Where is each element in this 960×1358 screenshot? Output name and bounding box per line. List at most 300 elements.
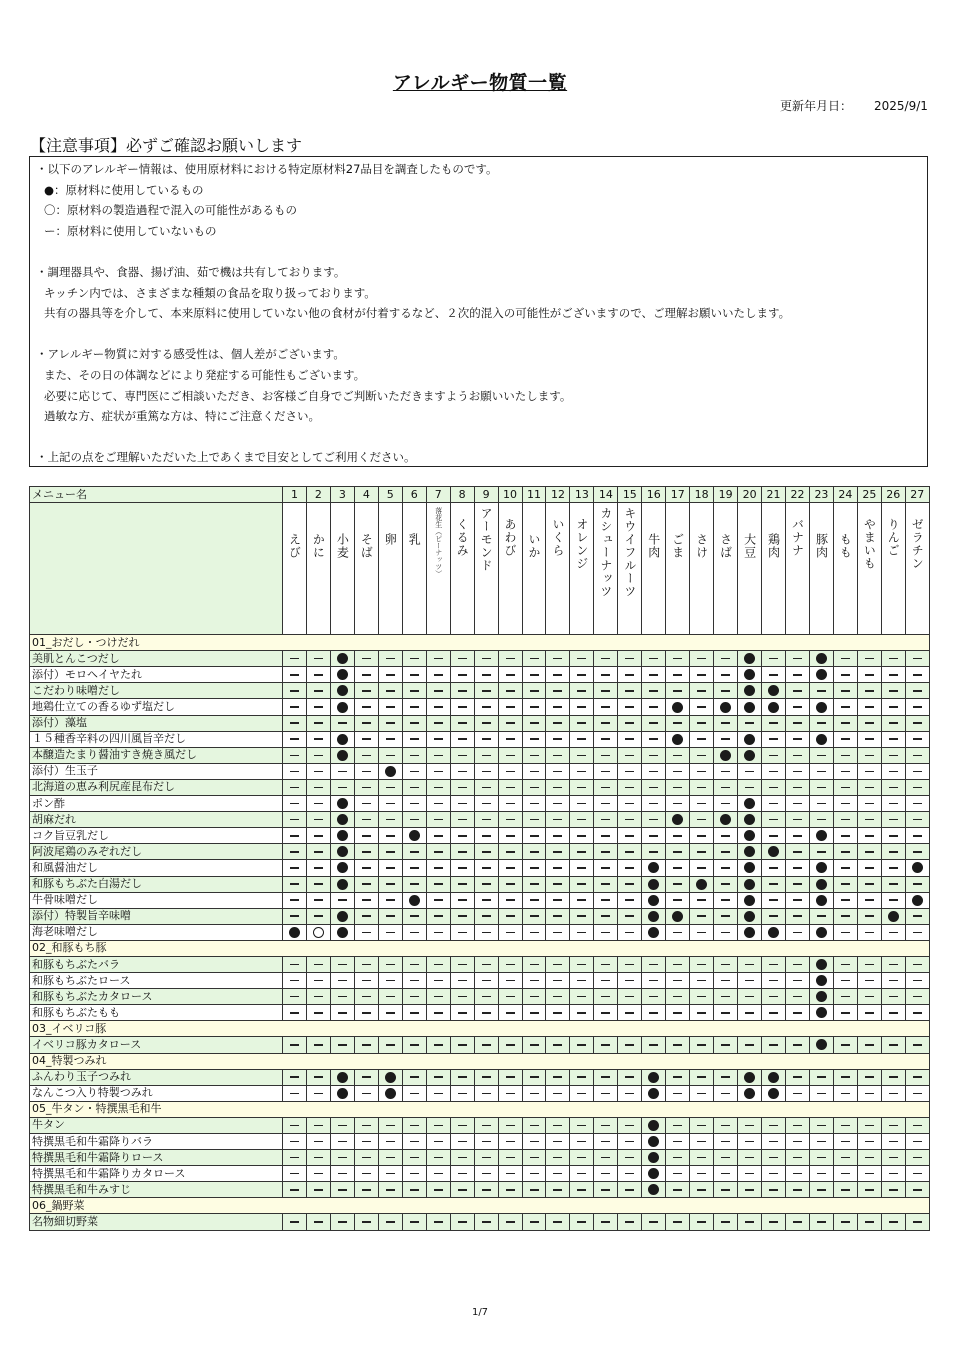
allergen-mark-cell <box>594 699 618 715</box>
allergen-mark-cell <box>642 876 666 892</box>
allergen-mark-cell <box>881 1117 905 1133</box>
allergen-mark-cell <box>522 973 546 989</box>
none-mark <box>458 851 467 853</box>
none-mark <box>290 915 299 917</box>
allergen-mark-cell <box>786 844 810 860</box>
allergen-mark-cell <box>378 667 402 683</box>
menu-name: 阿波尾鶏のみぞれだし <box>30 844 283 860</box>
allergen-mark-cell <box>402 1037 426 1053</box>
allergen-mark-cell <box>762 683 786 699</box>
none-mark <box>458 1189 467 1191</box>
allergen-mark-cell <box>857 699 881 715</box>
allergen-mark-cell <box>570 1134 594 1150</box>
allergen-mark-cell <box>402 812 426 828</box>
none-mark <box>482 899 491 901</box>
allergen-name: えび <box>287 533 302 560</box>
allergen-mark-cell <box>378 699 402 715</box>
none-mark <box>577 1125 586 1127</box>
allergen-mark-cell <box>666 876 690 892</box>
allergen-mark-cell <box>330 1037 354 1053</box>
none-mark <box>817 1173 826 1175</box>
allergen-mark-cell <box>330 699 354 715</box>
allergen-mark-cell <box>402 973 426 989</box>
allergen-mark-cell <box>714 651 738 667</box>
allergen-mark-cell <box>402 796 426 812</box>
allergen-mark-cell <box>283 1134 307 1150</box>
allergen-mark-cell <box>809 715 833 731</box>
page-title: アレルギー物質一覧 <box>392 72 568 94</box>
allergen-mark-cell <box>594 1069 618 1085</box>
allergen-mark-cell <box>306 812 330 828</box>
none-mark <box>601 1173 610 1175</box>
none-mark <box>841 996 850 998</box>
none-mark <box>697 1012 706 1014</box>
none-mark <box>410 787 419 789</box>
allergen-mark-cell <box>786 908 810 924</box>
none-mark <box>410 674 419 676</box>
none-mark <box>793 1125 802 1127</box>
none-mark <box>530 819 539 821</box>
allergen-mark-cell <box>738 1005 762 1021</box>
allergen-mark-cell <box>881 747 905 763</box>
none-mark <box>314 722 323 724</box>
header-row-numbers <box>30 487 930 503</box>
allergen-mark-cell <box>354 796 378 812</box>
allergen-name: そば <box>359 533 374 560</box>
none-mark <box>649 771 658 773</box>
none-mark <box>793 899 802 901</box>
none-mark <box>410 1125 419 1127</box>
allergen-mark-cell <box>283 860 307 876</box>
none-mark <box>530 899 539 901</box>
none-mark <box>889 867 898 869</box>
none-mark <box>769 996 778 998</box>
allergen-name-cell <box>522 503 546 635</box>
menu-row <box>30 651 930 667</box>
allergen-mark-cell <box>522 699 546 715</box>
allergen-mark-cell <box>857 1005 881 1021</box>
none-mark <box>553 932 562 934</box>
none-mark <box>721 851 730 853</box>
allergen-mark-cell <box>594 828 618 844</box>
allergen-mark-cell <box>762 1182 786 1198</box>
allergen-number: 3 <box>330 487 354 503</box>
none-mark <box>386 738 395 740</box>
none-mark <box>338 980 347 982</box>
allergen-mark-cell <box>546 1085 570 1101</box>
allergen-mark-cell <box>809 796 833 812</box>
none-mark <box>577 1093 586 1095</box>
none-mark <box>913 738 922 740</box>
allergen-mark-cell <box>378 779 402 795</box>
none-mark <box>721 674 730 676</box>
allergen-mark-cell <box>905 1005 929 1021</box>
allergen-mark-cell <box>330 1085 354 1101</box>
allergen-mark-cell <box>857 796 881 812</box>
allergen-mark-cell <box>546 699 570 715</box>
allergen-name-cell <box>881 503 905 635</box>
menu-name: こだわり味噌だし <box>30 683 283 699</box>
none-mark <box>889 1076 898 1078</box>
allergen-mark-cell <box>378 973 402 989</box>
none-mark <box>338 1173 347 1175</box>
none-mark <box>841 1125 850 1127</box>
none-mark <box>601 1012 610 1014</box>
none-mark <box>721 1076 730 1078</box>
allergen-mark-cell <box>283 989 307 1005</box>
none-mark <box>362 706 371 708</box>
none-mark <box>386 658 395 660</box>
none-mark <box>601 915 610 917</box>
none-mark <box>434 1076 443 1078</box>
category-name: 02_和豚もち豚 <box>30 940 930 956</box>
allergen-mark-cell <box>905 651 929 667</box>
allergen-mark-cell <box>786 747 810 763</box>
allergen-mark-cell <box>594 651 618 667</box>
none-mark <box>290 1173 299 1175</box>
allergen-mark-cell <box>881 828 905 844</box>
allergen-mark-cell <box>881 860 905 876</box>
none-mark <box>625 980 634 982</box>
allergen-mark-cell <box>642 956 666 972</box>
allergen-mark-cell <box>881 1150 905 1166</box>
allergen-mark-cell <box>450 924 474 940</box>
allergen-mark-cell <box>905 699 929 715</box>
allergen-mark-cell <box>905 973 929 989</box>
allergen-mark-cell <box>809 1117 833 1133</box>
allergen-mark-cell <box>618 715 642 731</box>
allergen-mark-cell <box>786 1166 810 1182</box>
allergen-mark-cell <box>330 860 354 876</box>
allergen-mark-cell <box>618 699 642 715</box>
none-mark <box>577 867 586 869</box>
none-mark <box>697 851 706 853</box>
allergen-mark-cell <box>833 1150 857 1166</box>
none-mark <box>793 867 802 869</box>
none-mark <box>362 1189 371 1191</box>
allergen-mark-cell <box>330 828 354 844</box>
contains-mark <box>768 1072 779 1083</box>
allergen-mark-cell <box>833 747 857 763</box>
allergen-mark-cell <box>450 667 474 683</box>
allergen-mark-cell <box>905 796 929 812</box>
allergen-mark-cell <box>714 667 738 683</box>
allergen-mark-cell <box>809 651 833 667</box>
menu-name: 和風醤油だし <box>30 860 283 876</box>
allergen-mark-cell <box>594 747 618 763</box>
none-mark <box>793 1076 802 1078</box>
allergen-mark-cell <box>306 715 330 731</box>
allergen-name: もも <box>838 533 853 560</box>
none-mark <box>769 1157 778 1159</box>
allergen-mark-cell <box>786 779 810 795</box>
none-mark <box>482 996 491 998</box>
allergen-mark-cell <box>330 812 354 828</box>
none-mark <box>601 932 610 934</box>
menu-name: 特撰黒毛和牛みすじ <box>30 1182 283 1198</box>
contains-mark <box>337 862 348 873</box>
allergen-mark-cell <box>330 1150 354 1166</box>
none-mark <box>482 674 491 676</box>
allergen-mark-cell <box>426 715 450 731</box>
allergen-mark-cell <box>690 956 714 972</box>
none-mark <box>482 1189 491 1191</box>
allergen-name-cell <box>498 503 522 635</box>
none-mark <box>482 771 491 773</box>
allergen-number: 14 <box>594 487 618 503</box>
none-mark <box>625 819 634 821</box>
none-mark <box>697 1076 706 1078</box>
none-mark <box>290 755 299 757</box>
none-mark <box>530 1221 539 1223</box>
none-mark <box>314 915 323 917</box>
allergen-mark-cell <box>378 1069 402 1085</box>
contains-mark <box>648 1168 659 1179</box>
allergen-mark-cell <box>546 763 570 779</box>
none-mark <box>913 964 922 966</box>
allergen-mark-cell <box>474 1117 498 1133</box>
none-mark <box>530 706 539 708</box>
allergen-mark-cell <box>642 908 666 924</box>
allergen-mark-cell <box>809 844 833 860</box>
allergen-mark-cell <box>546 796 570 812</box>
allergen-mark-cell <box>450 844 474 860</box>
menu-row <box>30 828 930 844</box>
allergen-mark-cell <box>474 1134 498 1150</box>
none-mark <box>290 835 299 837</box>
allergen-mark-cell <box>666 1085 690 1101</box>
updated-value: 2025/9/1 <box>874 99 928 113</box>
contains-mark <box>744 798 755 809</box>
allergen-mark-cell <box>809 1166 833 1182</box>
none-mark <box>458 819 467 821</box>
none-mark <box>338 899 347 901</box>
allergen-name: やまいも <box>862 518 877 571</box>
allergen-mark-cell <box>905 924 929 940</box>
allergen-mark-cell <box>498 683 522 699</box>
allergen-mark-cell <box>714 747 738 763</box>
allergen-mark-cell <box>402 699 426 715</box>
none-mark <box>817 1076 826 1078</box>
none-mark <box>673 851 682 853</box>
allergen-mark-cell <box>330 1134 354 1150</box>
allergen-mark-cell <box>786 1005 810 1021</box>
allergen-name: いくら <box>550 518 565 558</box>
allergen-mark-cell <box>283 1166 307 1182</box>
allergen-mark-cell <box>618 973 642 989</box>
allergen-mark-cell <box>738 908 762 924</box>
allergen-name: いか <box>527 533 541 560</box>
allergen-mark-cell <box>283 1037 307 1053</box>
allergen-mark-cell <box>522 1069 546 1085</box>
allergen-name-cell <box>354 503 378 635</box>
allergen-mark-cell <box>618 1005 642 1021</box>
contains-mark <box>672 814 683 825</box>
allergen-mark-cell <box>786 812 810 828</box>
allergen-mark-cell <box>354 828 378 844</box>
allergen-mark-cell <box>378 828 402 844</box>
allergen-mark-cell <box>762 892 786 908</box>
allergen-mark-cell <box>546 683 570 699</box>
allergen-mark-cell <box>618 956 642 972</box>
allergen-mark-cell <box>450 908 474 924</box>
none-mark <box>577 1012 586 1014</box>
allergen-name-cell <box>426 503 450 635</box>
allergen-mark-cell <box>306 796 330 812</box>
allergen-mark-cell <box>283 956 307 972</box>
none-mark <box>601 1221 610 1223</box>
allergen-mark-cell <box>881 715 905 731</box>
none-mark <box>865 1173 874 1175</box>
none-mark <box>625 851 634 853</box>
allergen-mark-cell <box>809 876 833 892</box>
allergen-mark-cell <box>330 715 354 731</box>
allergen-mark-cell <box>905 989 929 1005</box>
allergen-mark-cell <box>283 747 307 763</box>
none-mark <box>434 690 443 692</box>
allergen-mark-cell <box>881 924 905 940</box>
allergen-mark-cell <box>618 747 642 763</box>
none-mark <box>386 706 395 708</box>
none-mark <box>865 674 874 676</box>
none-mark <box>817 915 826 917</box>
contains-mark <box>912 862 923 873</box>
allergen-mark-cell <box>618 1166 642 1182</box>
none-mark <box>434 932 443 934</box>
allergen-mark-cell <box>690 715 714 731</box>
menu-row <box>30 1134 930 1150</box>
allergen-mark-cell <box>450 731 474 747</box>
allergen-name: 卵 <box>383 533 398 547</box>
none-mark <box>769 771 778 773</box>
allergen-mark-cell <box>714 715 738 731</box>
allergen-mark-cell <box>546 1214 570 1230</box>
none-mark <box>913 1044 922 1046</box>
none-mark <box>721 690 730 692</box>
none-mark <box>386 1221 395 1223</box>
none-mark <box>386 1044 395 1046</box>
none-mark <box>817 819 826 821</box>
none-mark <box>793 1044 802 1046</box>
none-mark <box>793 690 802 692</box>
none-mark <box>865 1093 874 1095</box>
menu-name: 和豚もちぶたカタロース <box>30 989 283 1005</box>
allergen-name-cell <box>642 503 666 635</box>
allergen-mark-cell <box>570 683 594 699</box>
allergen-mark-cell <box>354 973 378 989</box>
allergen-mark-cell <box>690 892 714 908</box>
allergen-mark-cell <box>498 876 522 892</box>
none-mark <box>506 1125 515 1127</box>
none-mark <box>458 1141 467 1143</box>
none-mark <box>697 690 706 692</box>
none-mark <box>889 706 898 708</box>
none-mark <box>530 964 539 966</box>
allergen-name: バナナ <box>790 518 805 558</box>
none-mark <box>553 674 562 676</box>
allergen-mark-cell <box>450 699 474 715</box>
allergen-mark-cell <box>426 876 450 892</box>
contains-mark <box>648 862 659 873</box>
none-mark <box>577 771 586 773</box>
none-mark <box>745 787 754 789</box>
allergen-mark-cell <box>498 1037 522 1053</box>
none-mark <box>290 690 299 692</box>
none-mark <box>697 915 706 917</box>
none-mark <box>553 738 562 740</box>
allergen-mark-cell <box>642 924 666 940</box>
none-mark <box>482 787 491 789</box>
allergen-mark-cell <box>402 844 426 860</box>
none-mark <box>865 1076 874 1078</box>
none-mark <box>793 819 802 821</box>
contains-mark <box>744 653 755 664</box>
allergen-mark-cell <box>570 828 594 844</box>
allergen-mark-cell <box>402 989 426 1005</box>
none-mark <box>577 738 586 740</box>
none-mark <box>745 1141 754 1143</box>
none-mark <box>362 738 371 740</box>
menu-name: 和豚もちぶた白湯だし <box>30 876 283 892</box>
contains-mark <box>648 911 659 922</box>
allergen-mark-cell <box>738 731 762 747</box>
none-mark <box>290 819 299 821</box>
none-mark <box>865 722 874 724</box>
none-mark <box>410 706 419 708</box>
category-name: 05_牛タン・特撰黒毛和牛 <box>30 1101 930 1117</box>
menu-name: 海老味噌だし <box>30 924 283 940</box>
allergen-mark-cell <box>354 860 378 876</box>
contains-mark <box>768 1088 779 1099</box>
none-mark <box>506 738 515 740</box>
allergen-mark-cell <box>809 908 833 924</box>
none-mark <box>841 899 850 901</box>
allergen-mark-cell <box>306 1005 330 1021</box>
allergen-mark-cell <box>426 747 450 763</box>
allergen-mark-cell <box>426 1182 450 1198</box>
allergen-mark-cell <box>283 1117 307 1133</box>
allergen-name-cell <box>738 503 762 635</box>
none-mark <box>625 1157 634 1159</box>
allergen-mark-cell <box>786 796 810 812</box>
notes-line: ●：原材料に使用しているもの <box>44 182 204 197</box>
none-mark <box>601 787 610 789</box>
contains-mark <box>816 830 827 841</box>
allergen-mark-cell <box>594 1182 618 1198</box>
allergen-number: 22 <box>786 487 810 503</box>
allergen-mark-cell <box>762 1085 786 1101</box>
allergen-mark-cell <box>809 699 833 715</box>
allergen-mark-cell <box>378 908 402 924</box>
contains-mark <box>768 846 779 857</box>
allergen-mark-cell <box>762 973 786 989</box>
category-row <box>30 1021 930 1037</box>
none-mark <box>889 658 898 660</box>
allergen-name: かに <box>311 533 326 560</box>
allergen-mark-cell <box>618 731 642 747</box>
allergen-mark-cell <box>498 1117 522 1133</box>
none-mark <box>769 899 778 901</box>
none-mark <box>793 722 802 724</box>
none-mark <box>649 787 658 789</box>
allergen-name: さば <box>718 533 733 560</box>
none-mark <box>506 835 515 837</box>
menu-row <box>30 860 930 876</box>
none-mark <box>458 1076 467 1078</box>
none-mark <box>721 1157 730 1159</box>
none-mark <box>841 980 850 982</box>
allergen-mark-cell <box>618 779 642 795</box>
